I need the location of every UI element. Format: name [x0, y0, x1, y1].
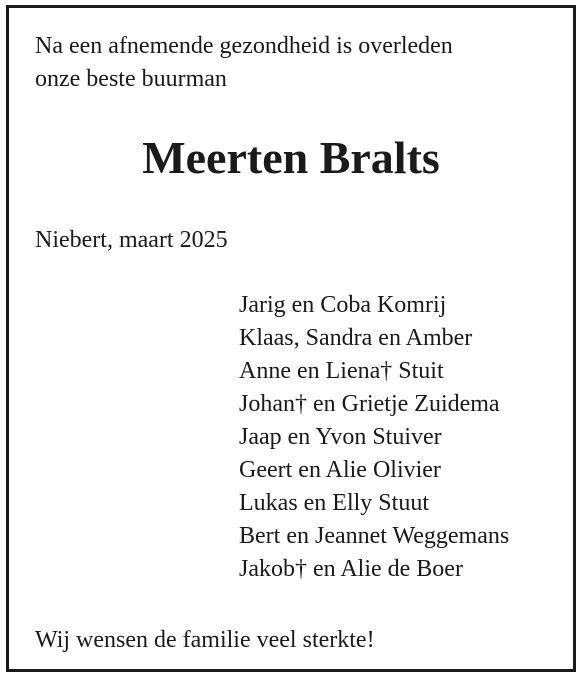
signatory: Lukas en Elly Stuut [239, 490, 429, 516]
signatory: Jakob† en Alie de Boer [239, 556, 463, 582]
signatories-list [239, 289, 509, 586]
intro-line-1: Na een afnemende gezondheid is overleden [35, 33, 453, 59]
signatory: Geert en Alie Olivier [239, 457, 441, 483]
signatory: Jarig en Coba Komrij [239, 292, 447, 318]
intro-line-2: onze beste buurman [35, 66, 227, 92]
signatory: Bert en Jeannet Weggemans [239, 523, 510, 549]
deceased-name: Meerten Bralts [142, 132, 440, 183]
closing-message: Wij wensen de familie veel sterkte! [35, 627, 375, 653]
place-date: Niebert, maart 2025 [35, 227, 228, 253]
intro-text [35, 30, 453, 96]
signatory: Anne en Liena† Stuit [239, 358, 444, 384]
signatory: Jaap en Yvon Stuiver [239, 424, 442, 450]
obituary-frame [6, 5, 576, 672]
signatory: Klaas, Sandra en Amber [239, 325, 473, 351]
signatory: Johan† en Grietje Zuidema [239, 391, 500, 417]
